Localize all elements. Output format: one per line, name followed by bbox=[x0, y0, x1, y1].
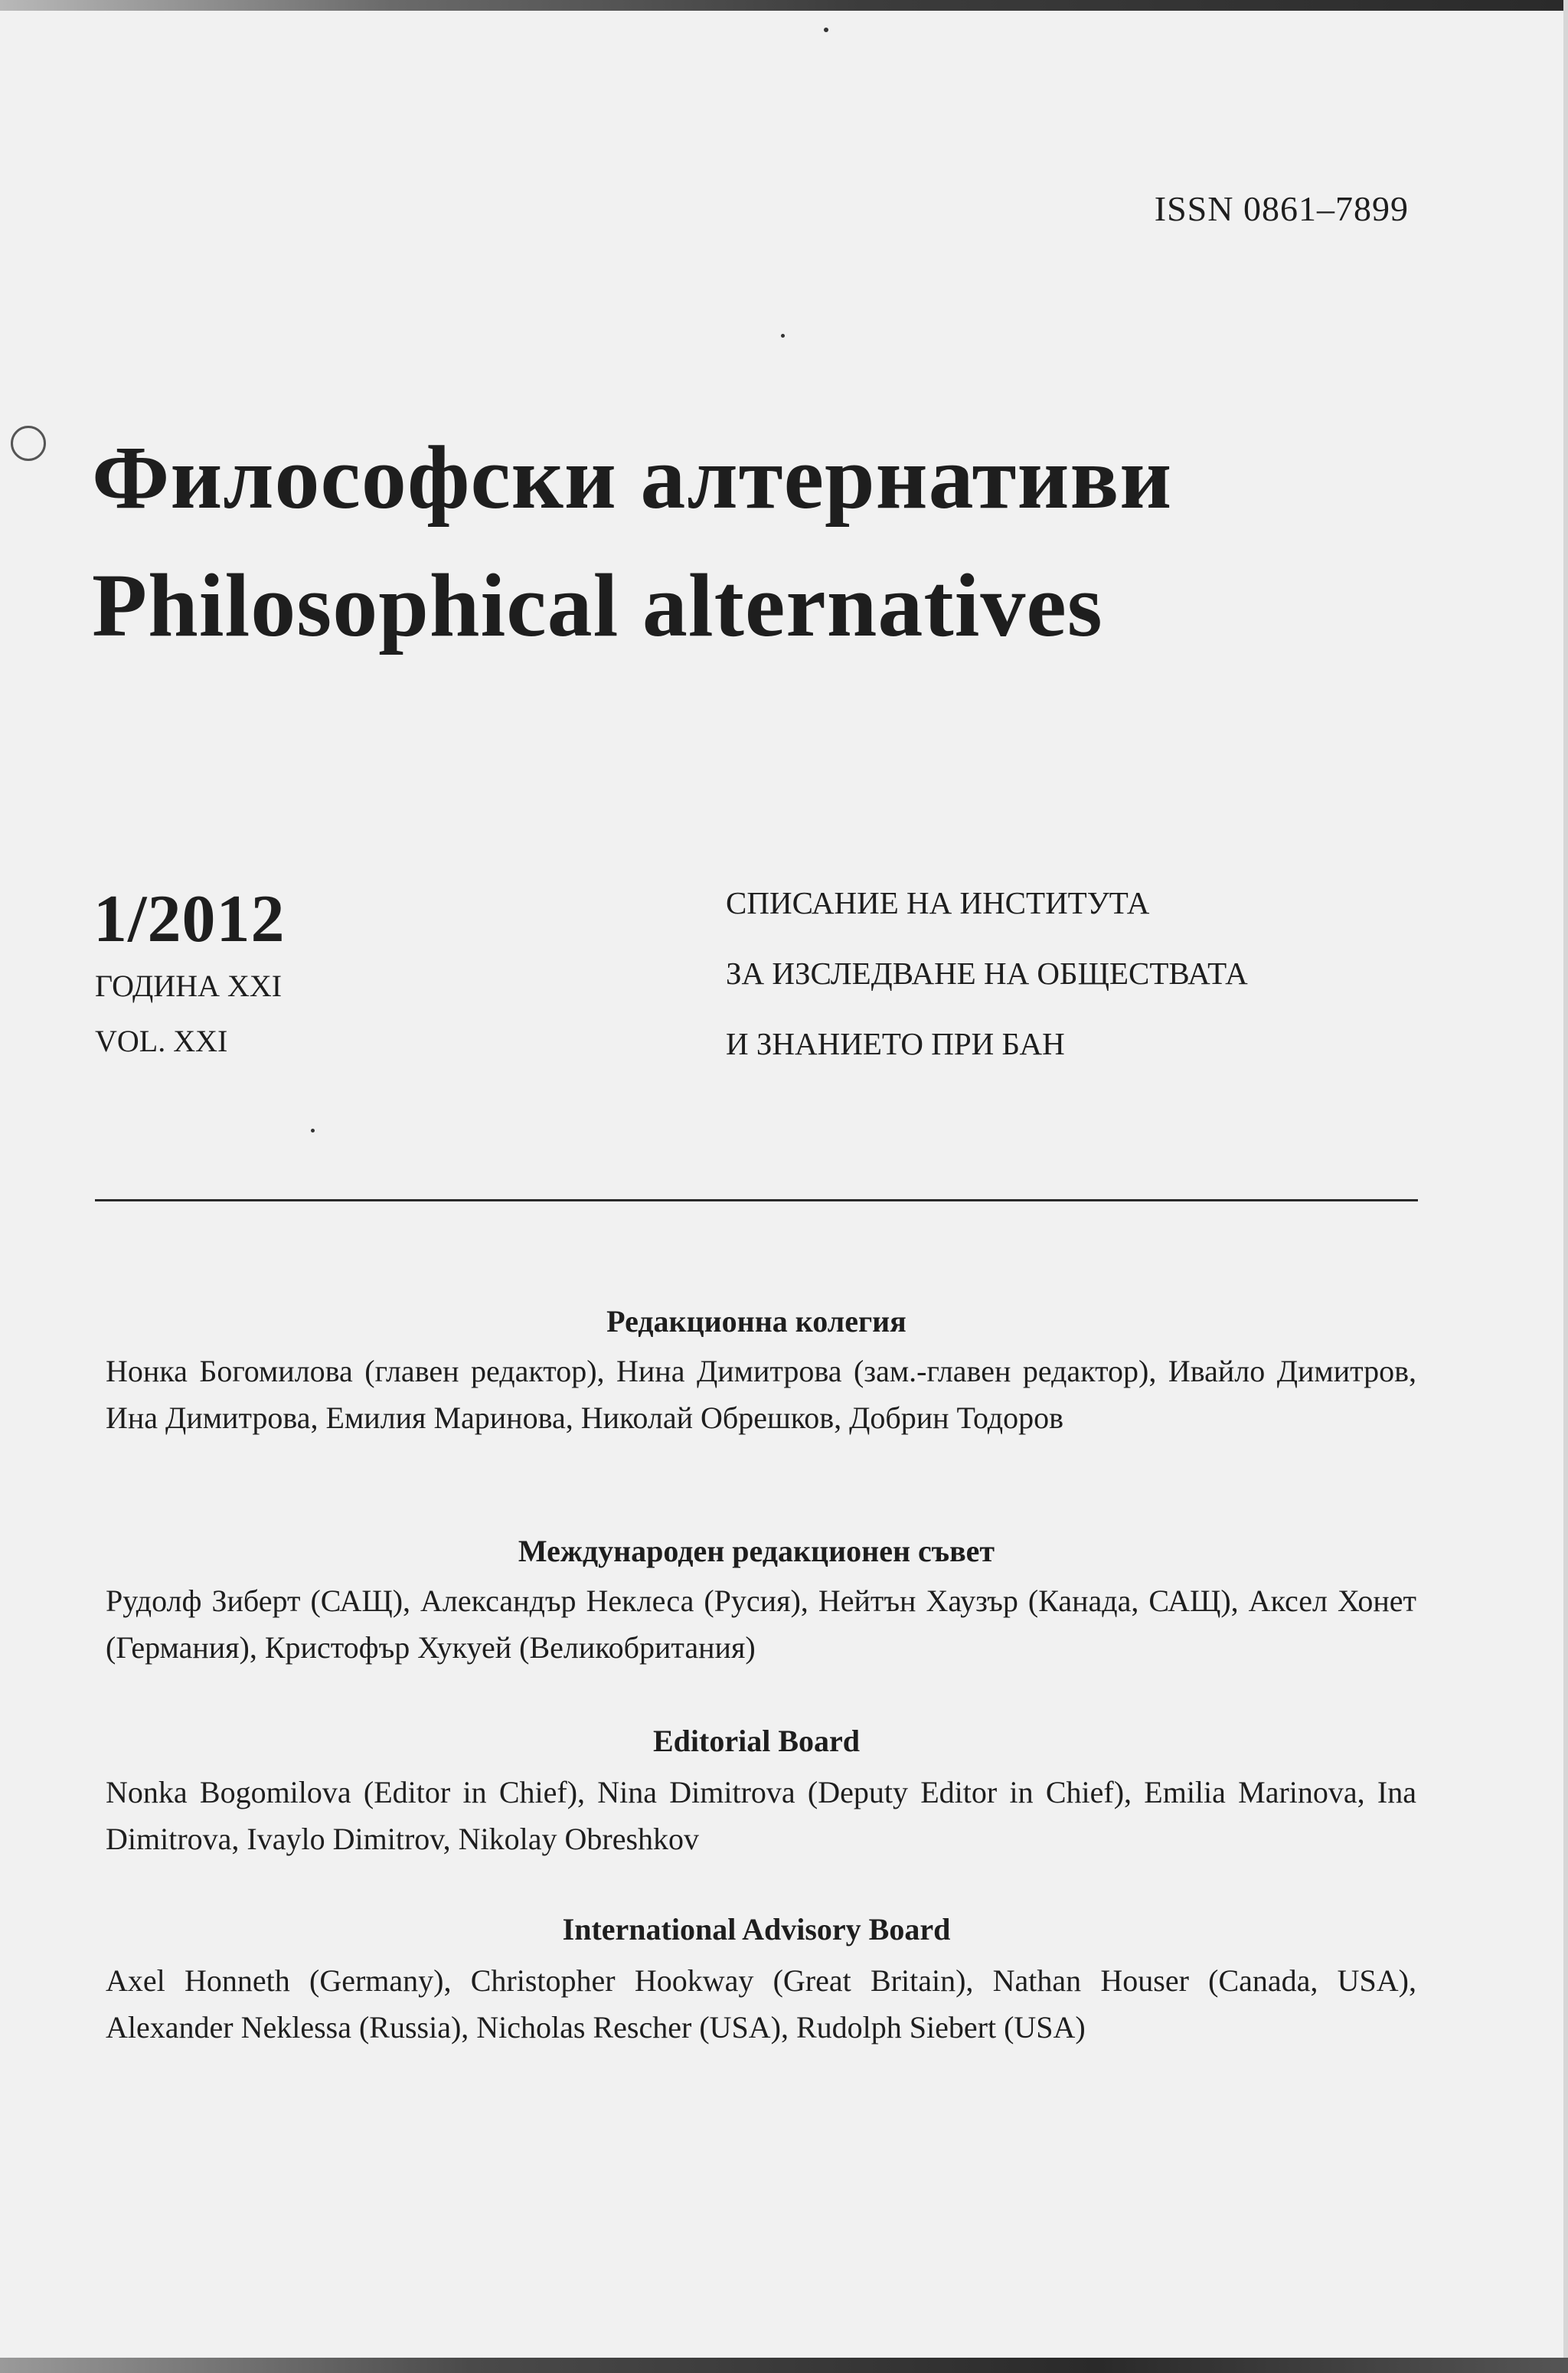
scan-speck bbox=[781, 334, 785, 338]
international-board-bg-heading: Международен редакционен съвет bbox=[518, 1534, 995, 1568]
editorial-board-en-members: Nonka Bogomilova (Editor in Chief), Nina Dimitrova (Deputy Editor in Chief), Emilia Marinova, Ina Dimitrova, Ivaylo Dimitrov, Nikolay Obreshkov bbox=[106, 1775, 1416, 1856]
journal-title-english: Philosophical alternatives bbox=[92, 555, 1103, 655]
editorial-board-en-heading: Editorial Board bbox=[652, 1724, 861, 1758]
scan-top-edge bbox=[0, 0, 1568, 11]
year-label: ГОДИНА XXI bbox=[95, 969, 283, 1003]
scan-bottom-edge bbox=[0, 2358, 1568, 2373]
scan-right-edge bbox=[1563, 0, 1568, 2373]
journal-title-bulgarian: Философски алтернативи bbox=[92, 427, 1173, 528]
international-board-en-members: Axel Honneth (Germany), Christopher Hookway (Great Britain), Nathan Houser (Canada, USA), Alexander Neklessa (Russia), Nicholas Rescher (USA), Rudolph Siebert (USA) bbox=[106, 1963, 1416, 2045]
issn-number: ISSN 0861–7899 bbox=[1154, 189, 1409, 228]
scan-speck bbox=[311, 1129, 315, 1133]
punch-hole-mark bbox=[11, 426, 46, 461]
international-board-en-heading: International Advisory Board bbox=[562, 1912, 951, 1946]
journal-info-line-3: И ЗНАНИЕТО ПРИ БАН bbox=[726, 1026, 1065, 1061]
editorial-board-bg-heading: Редакционна колегия bbox=[606, 1304, 906, 1338]
international-board-bg-members: Рудолф Зиберт (САЩ), Александър Неклеса (Русия), Нейтън Хаузър (Канада, САЩ), Аксел Хонет (Германия), Кристофър Хукуей (Великобритания) bbox=[106, 1584, 1416, 1665]
scan-speck bbox=[824, 28, 828, 32]
journal-info-line-2: ЗА ИЗСЛЕДВАНЕ НА ОБЩЕСТВАТА bbox=[726, 956, 1248, 991]
volume-label: VOL. XXI bbox=[95, 1024, 228, 1058]
issue-number: 1/2012 bbox=[93, 882, 286, 956]
journal-info-line-1: СПИСАНИЕ НА ИНСТИТУТА bbox=[726, 885, 1150, 920]
editorial-board-bg-members: Нонка Богомилова (главен редактор), Нина Димитрова (зам.-главен редактор), Ивайло Димитров, Ина Димитрова, Емилия Маринова, Николай Обрешков, Добрин Тодоров bbox=[106, 1354, 1416, 1435]
section-divider bbox=[95, 1199, 1418, 1201]
